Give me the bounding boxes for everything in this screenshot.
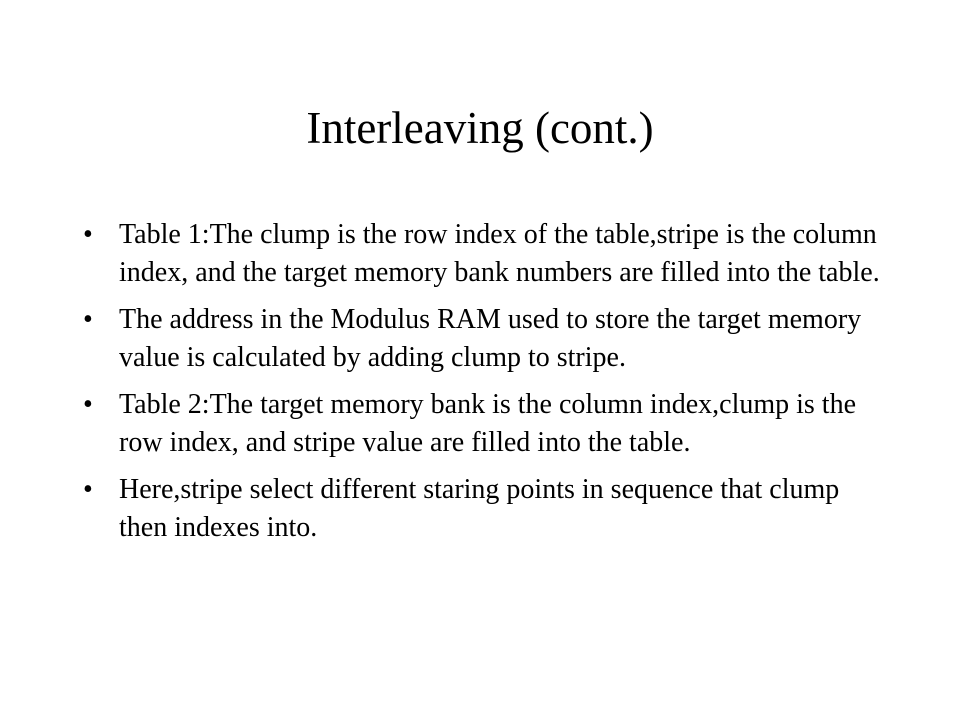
bullet-text: Table 1:The clump is the row index of the table,stripe is the column index, and the target memory bank numbers are filled into the table. [119, 219, 880, 288]
bullet-item [83, 216, 883, 292]
bullet-item [83, 471, 883, 547]
bullet-dot-icon: • [83, 304, 93, 335]
bullet-dot-icon: • [83, 389, 93, 420]
bullet-dot-icon: • [83, 219, 93, 250]
bullet-item [83, 301, 883, 377]
bullet-text: The address in the Modulus RAM used to store the target memory value is calculated by adding clump to stripe. [119, 304, 862, 373]
bullet-dot-icon: • [83, 474, 93, 505]
slide-title: Interleaving (cont.) [306, 103, 654, 153]
bullet-text: Here,stripe select different staring points in sequence that clump then indexes into. [119, 474, 840, 543]
bullet-item [83, 386, 883, 462]
bullet-list [83, 216, 883, 556]
bullet-text: Table 2:The target memory bank is the column index,clump is the row index, and stripe value are filled into the table. [119, 389, 857, 458]
